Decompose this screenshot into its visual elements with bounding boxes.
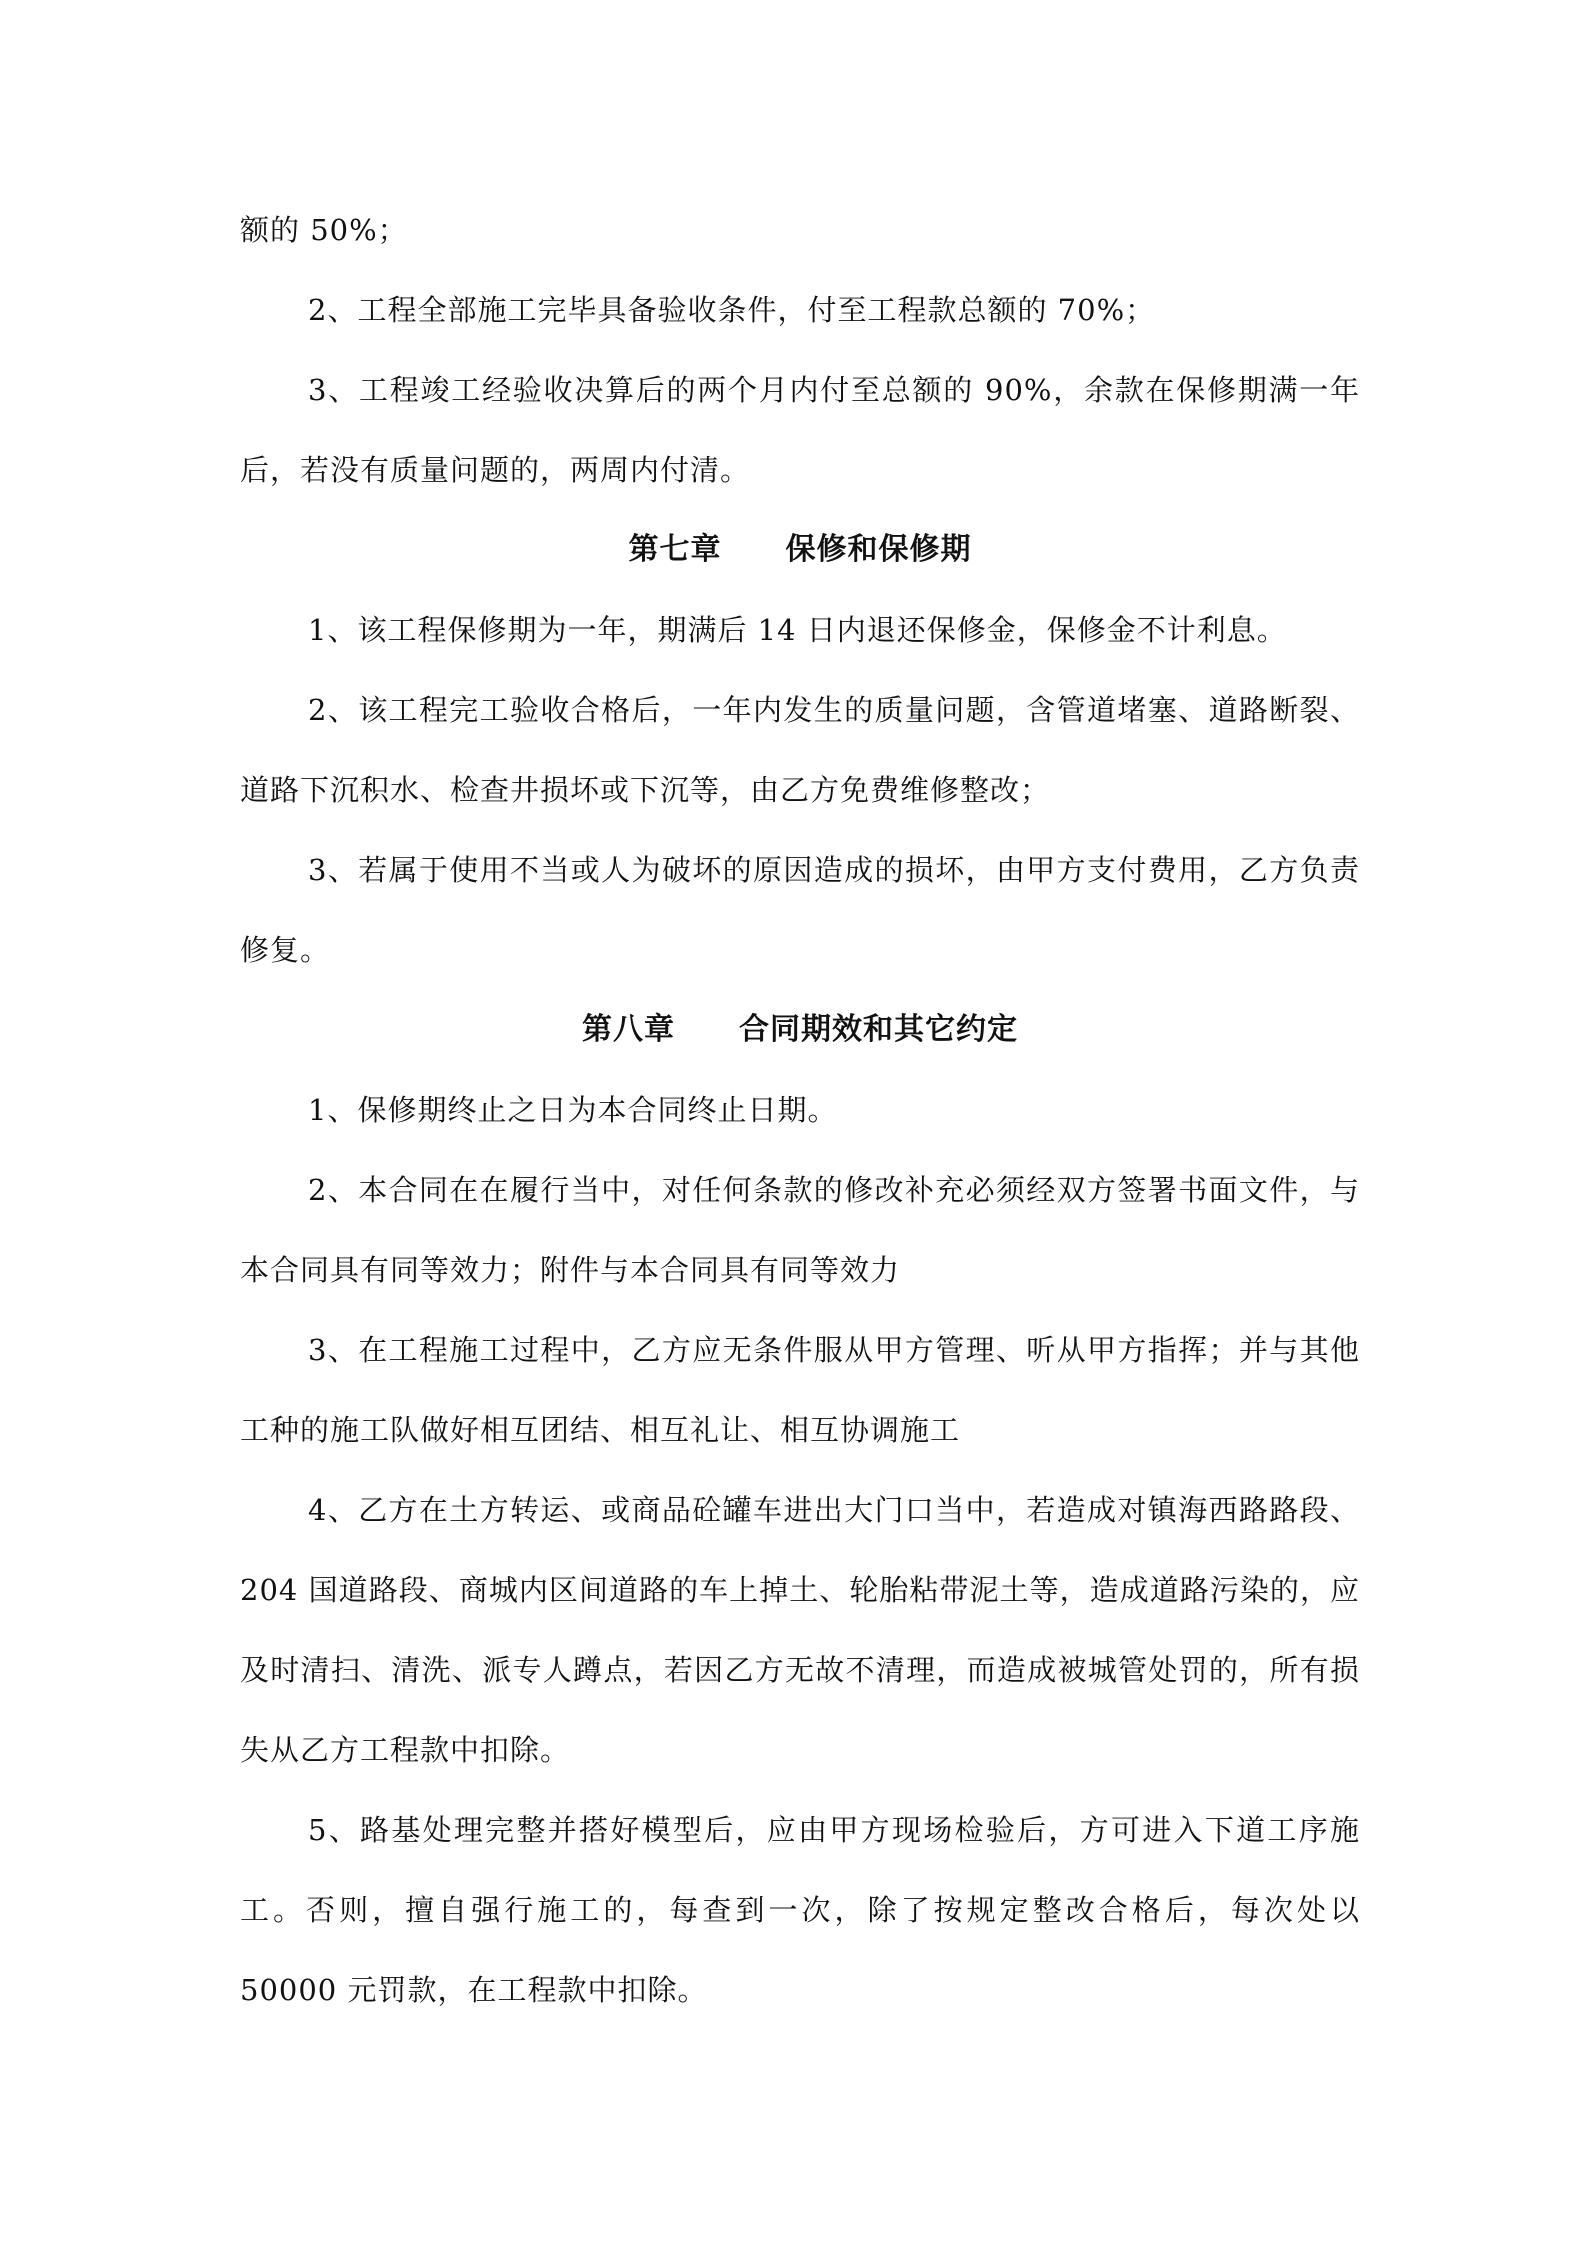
paragraph-warranty-1: 1、该工程保修期为一年，期满后 14 日内退还保修金，保修金不计利息。 — [308, 613, 1287, 647]
paragraph-payment-continuation: 额的 50%； — [240, 213, 408, 247]
paragraph-payment-2: 2、工程全部施工完毕具备验收条件，付至工程款总额的 70%； — [308, 293, 1156, 327]
chapter-7-number: 第七章 — [628, 532, 722, 567]
paragraph-terms-3: 3、在工程施工过程中，乙方应无条件服从甲方管理、听从甲方指挥；并与其他工种的施工队做好相互团结、相互礼让、相互协调施工 — [240, 1333, 1360, 1447]
chapter-8-number: 第八章 — [582, 1012, 675, 1047]
chapter-7-heading — [240, 510, 1360, 590]
paragraph-terms-2: 2、本合同在在履行当中，对任何条款的修改补充必须经双方签署书面文件，与本合同具有同等效力；附件与本合同具有同等效力 — [240, 1173, 1360, 1287]
paragraph-warranty-3: 3、若属于使用不当或人为破坏的原因造成的损坏，由甲方支付费用，乙方负责修复。 — [240, 853, 1360, 967]
document-page — [240, 190, 1360, 2030]
chapter-8-title: 合同期效和其它约定 — [739, 1012, 1018, 1047]
chapter-7-title: 保修和保修期 — [785, 532, 972, 567]
paragraph-payment-3: 3、工程竣工经验收决算后的两个月内付至总额的 90%，余款在保修期满一年后，若没有质量问题的，两周内付清。 — [240, 373, 1360, 487]
paragraph-terms-1: 1、保修期终止之日为本合同终止日期。 — [308, 1093, 838, 1127]
paragraph-terms-4: 4、乙方在土方转运、或商品砼罐车进出大门口当中，若造成对镇海西路路段、204 国道路段、商城内区间道路的车上掉土、轮胎粘带泥土等，造成道路污染的，应及时清扫、清洗、派专人蹲点，若因乙方无故不清理，而造成被城管处罚的，所有损失从乙方工程款中扣除。 — [240, 1493, 1360, 1767]
chapter-8-heading — [240, 990, 1360, 1070]
paragraph-terms-5: 5、路基处理完整并搭好模型后，应由甲方现场检验后，方可进入下道工序施工。否则，擅自强行施工的，每查到一次，除了按规定整改合格后，每次处以 50000 元罚款，在工程款中扣除。 — [240, 1813, 1360, 2007]
paragraph-warranty-2: 2、该工程完工验收合格后，一年内发生的质量问题，含管道堵塞、道路断裂、道路下沉积水、检查井损坏或下沉等，由乙方免费维修整改； — [240, 693, 1360, 807]
